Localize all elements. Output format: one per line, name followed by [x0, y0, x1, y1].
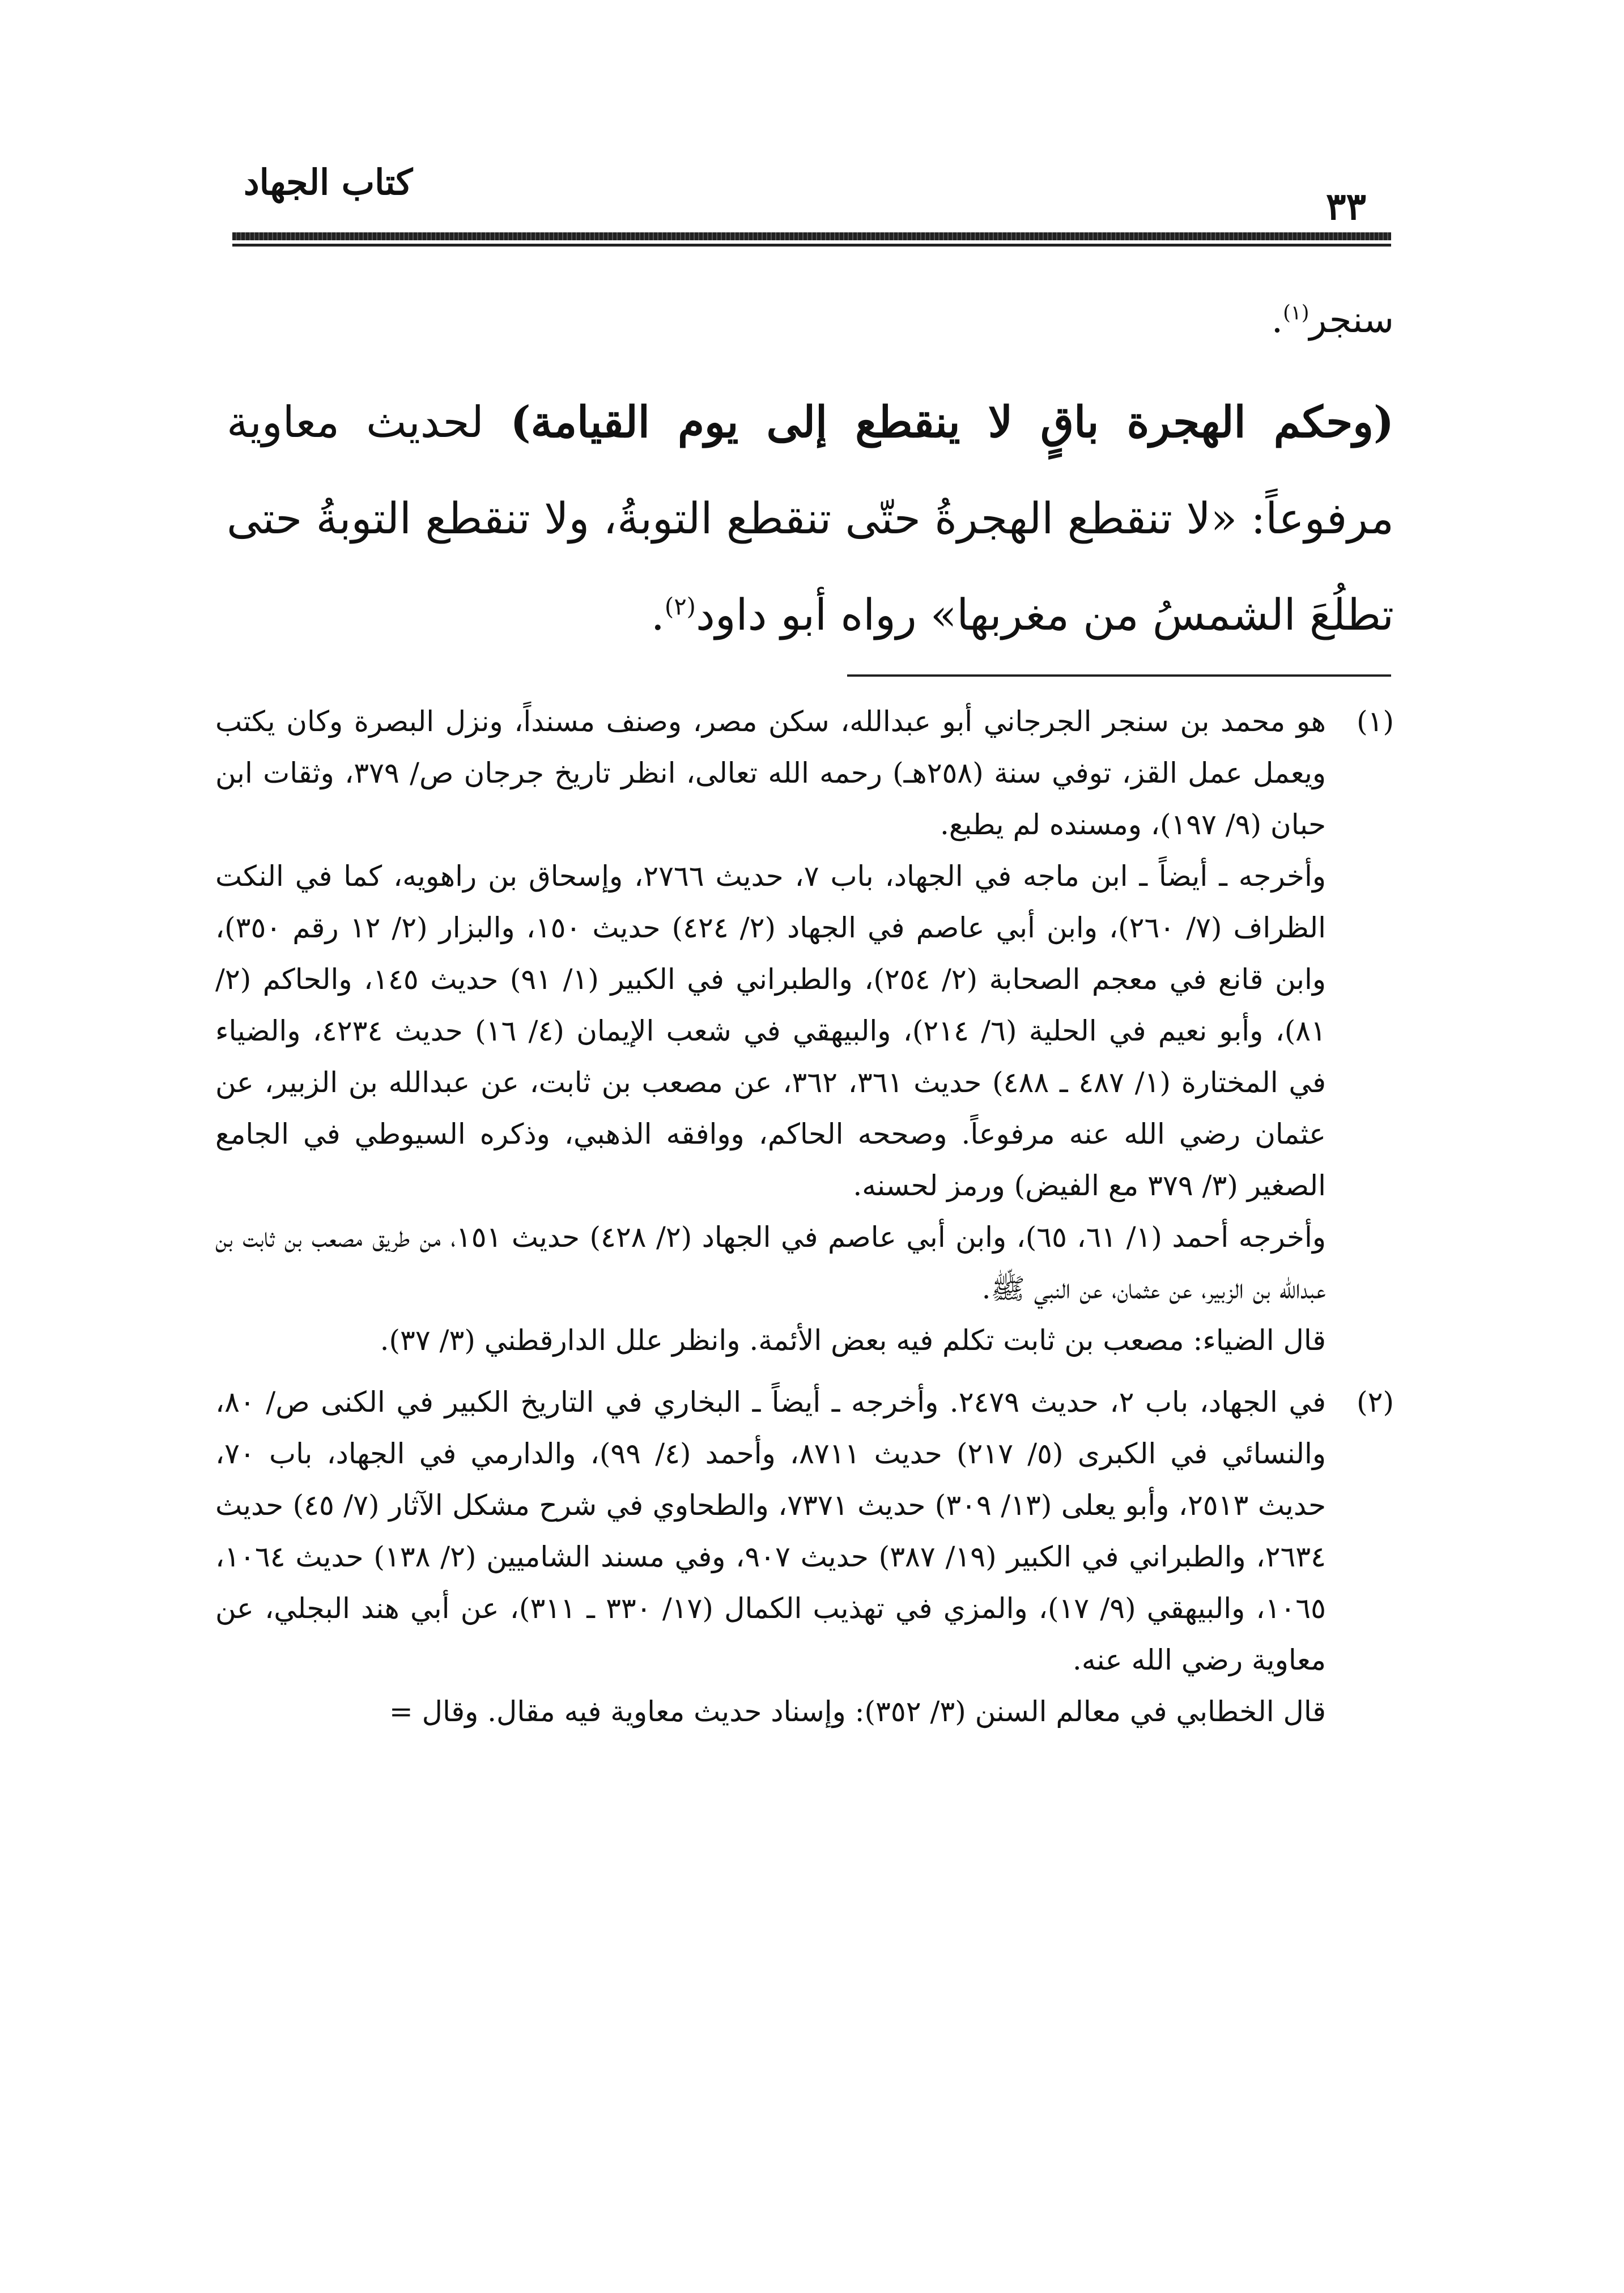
footnote-paragraph: قال الخطابي في معالم السنن (٣/ ٣٥٢): وإسناد حديث معاوية فيه مقال. وقال =	[389, 1695, 1326, 1728]
footnote-2	[215, 1377, 1394, 1738]
hadith-text: لحديث معاوية مرفوعاً: «لا تنقطع الهجرةُ حتّى تنقطع التوبةُ، ولا تنقطع التوبةُ حتى تطلُعَ الشمسُ من مغربها» رواه أبو داود	[227, 397, 1394, 640]
footnotes	[215, 696, 1394, 1738]
footnote-paragraph: في الجهاد، باب ٢، حديث ٢٤٧٩. وأخرجه ـ أيضاً ـ البخاري في التاريخ الكبير في الكنى ص/ ٨٠، والنسائي في الكبرى (٥/ ٢١٧) حديث ٨٧١١، وأحمد (٤/ ٩٩)، والدارمي في الجهاد، باب ٧٠، حديث ٢٥١٣، وأبو يعلى (١٣/ ٣٠٩) حديث ٧٣٧١، والطحاوي في شرح مشكل الآثار (٧/ ٤٥) حديث ٢٦٣٤، والطبراني في الكبير (١٩/ ٣٨٧) حديث ٩٠٧، وفي مسند الشاميين (٢/ ١٣٨) حديث ١٠٦٤، ١٠٦٥، والبيهقي (٩/ ١٧)، والمزي في تهذيب الكمال (١٧/ ٣٣٠ ـ ٣١١)، عن أبي هند البجلي، عن معاوية رضي الله عنه.	[215, 1386, 1327, 1676]
footnote-ref-1: (١)	[1283, 301, 1310, 325]
footnote-paragraph: هو محمد بن سنجر الجرجاني أبو عبدالله، سكن مصر، وصنف مسنداً، ونزل البصرة وكان يكتب ويعمل عمل القز، توفي سنة (٢٥٨هـ) رحمه الله تعالى، انظر تاريخ جرجان ص/ ٣٧٩، وثقات ابن حبان (٩/ ١٩٧)، ومسنده لم يطبع.	[215, 705, 1327, 841]
footnote-number: (٢)	[1357, 1386, 1394, 1419]
paragraph-end: .	[651, 589, 665, 640]
page-number: ٣٣	[1326, 184, 1366, 228]
main-paragraph	[227, 374, 1394, 663]
header-rule-thick	[232, 232, 1391, 240]
footnote-number: (١)	[1357, 705, 1394, 738]
footnote-1	[215, 696, 1394, 1366]
running-title: كتاب الجهاد	[244, 162, 413, 203]
continuation-word: سنجر	[1309, 299, 1394, 341]
bold-ruling: (وحكم الهجرة باقٍ لا ينقطع إلى يوم القيامة)	[510, 397, 1394, 447]
main-text	[227, 289, 1394, 663]
header-rule	[232, 232, 1391, 249]
footnote-paragraph: وأخرجه أحمد (١/ ٦١، ٦٥)، وابن أبي عاصم في الجهاد (٢/ ٤٢٨) حديث ١٥١، من طريق مصعب بن ثابت بن عبدالله بن الزبير، عن عثمان، عن النبي ﷺ.	[215, 1221, 1326, 1305]
footnote-ref-2: (٢)	[664, 592, 696, 621]
continuation-end: .	[1271, 299, 1283, 341]
footnote-separator	[847, 674, 1391, 677]
footnote-paragraph: وأخرجه ـ أيضاً ـ ابن ماجه في الجهاد، باب ٧، حديث ٢٧٦٦، وإسحاق بن راهويه، كما في النكت الظراف (٧/ ٢٦٠)، وابن أبي عاصم في الجهاد (٢/ ٤٢٤) حديث ١٥٠، والبزار (٢/ ١٢ رقم ٣٥٠)، وابن قانع في معجم الصحابة (٢/ ٢٥٤)، والطبراني في الكبير (١/ ٩١) حديث ١٤٥، والحاكم (٢/ ٨١)، وأبو نعيم في الحلية (٦/ ٢١٤)، والبيهقي في شعب الإيمان (٤/ ١٦) حديث ٤٢٣٤، والضياء في المختارة (١/ ٤٨٧ ـ ٤٨٨) حديث ٣٦١، ٣٦٢، عن مصعب بن ثابت، عن عبدالله بن الزبير، عن عثمان رضي الله عنه مرفوعاً. وصححه الحاكم، ووافقه الذهبي، وذكره السيوطي في الجامع الصغير (٣/ ٣٧٩ مع الفيض) ورمز لحسنه.	[215, 860, 1327, 1202]
header-rule-thin	[232, 244, 1391, 247]
footnote-paragraph: قال الضياء: مصعب بن ثابت تكلم فيه بعض الأئمة. وانظر علل الدارقطني (٣/ ٣٧).	[380, 1324, 1326, 1357]
main-continuation-line	[227, 289, 1394, 351]
